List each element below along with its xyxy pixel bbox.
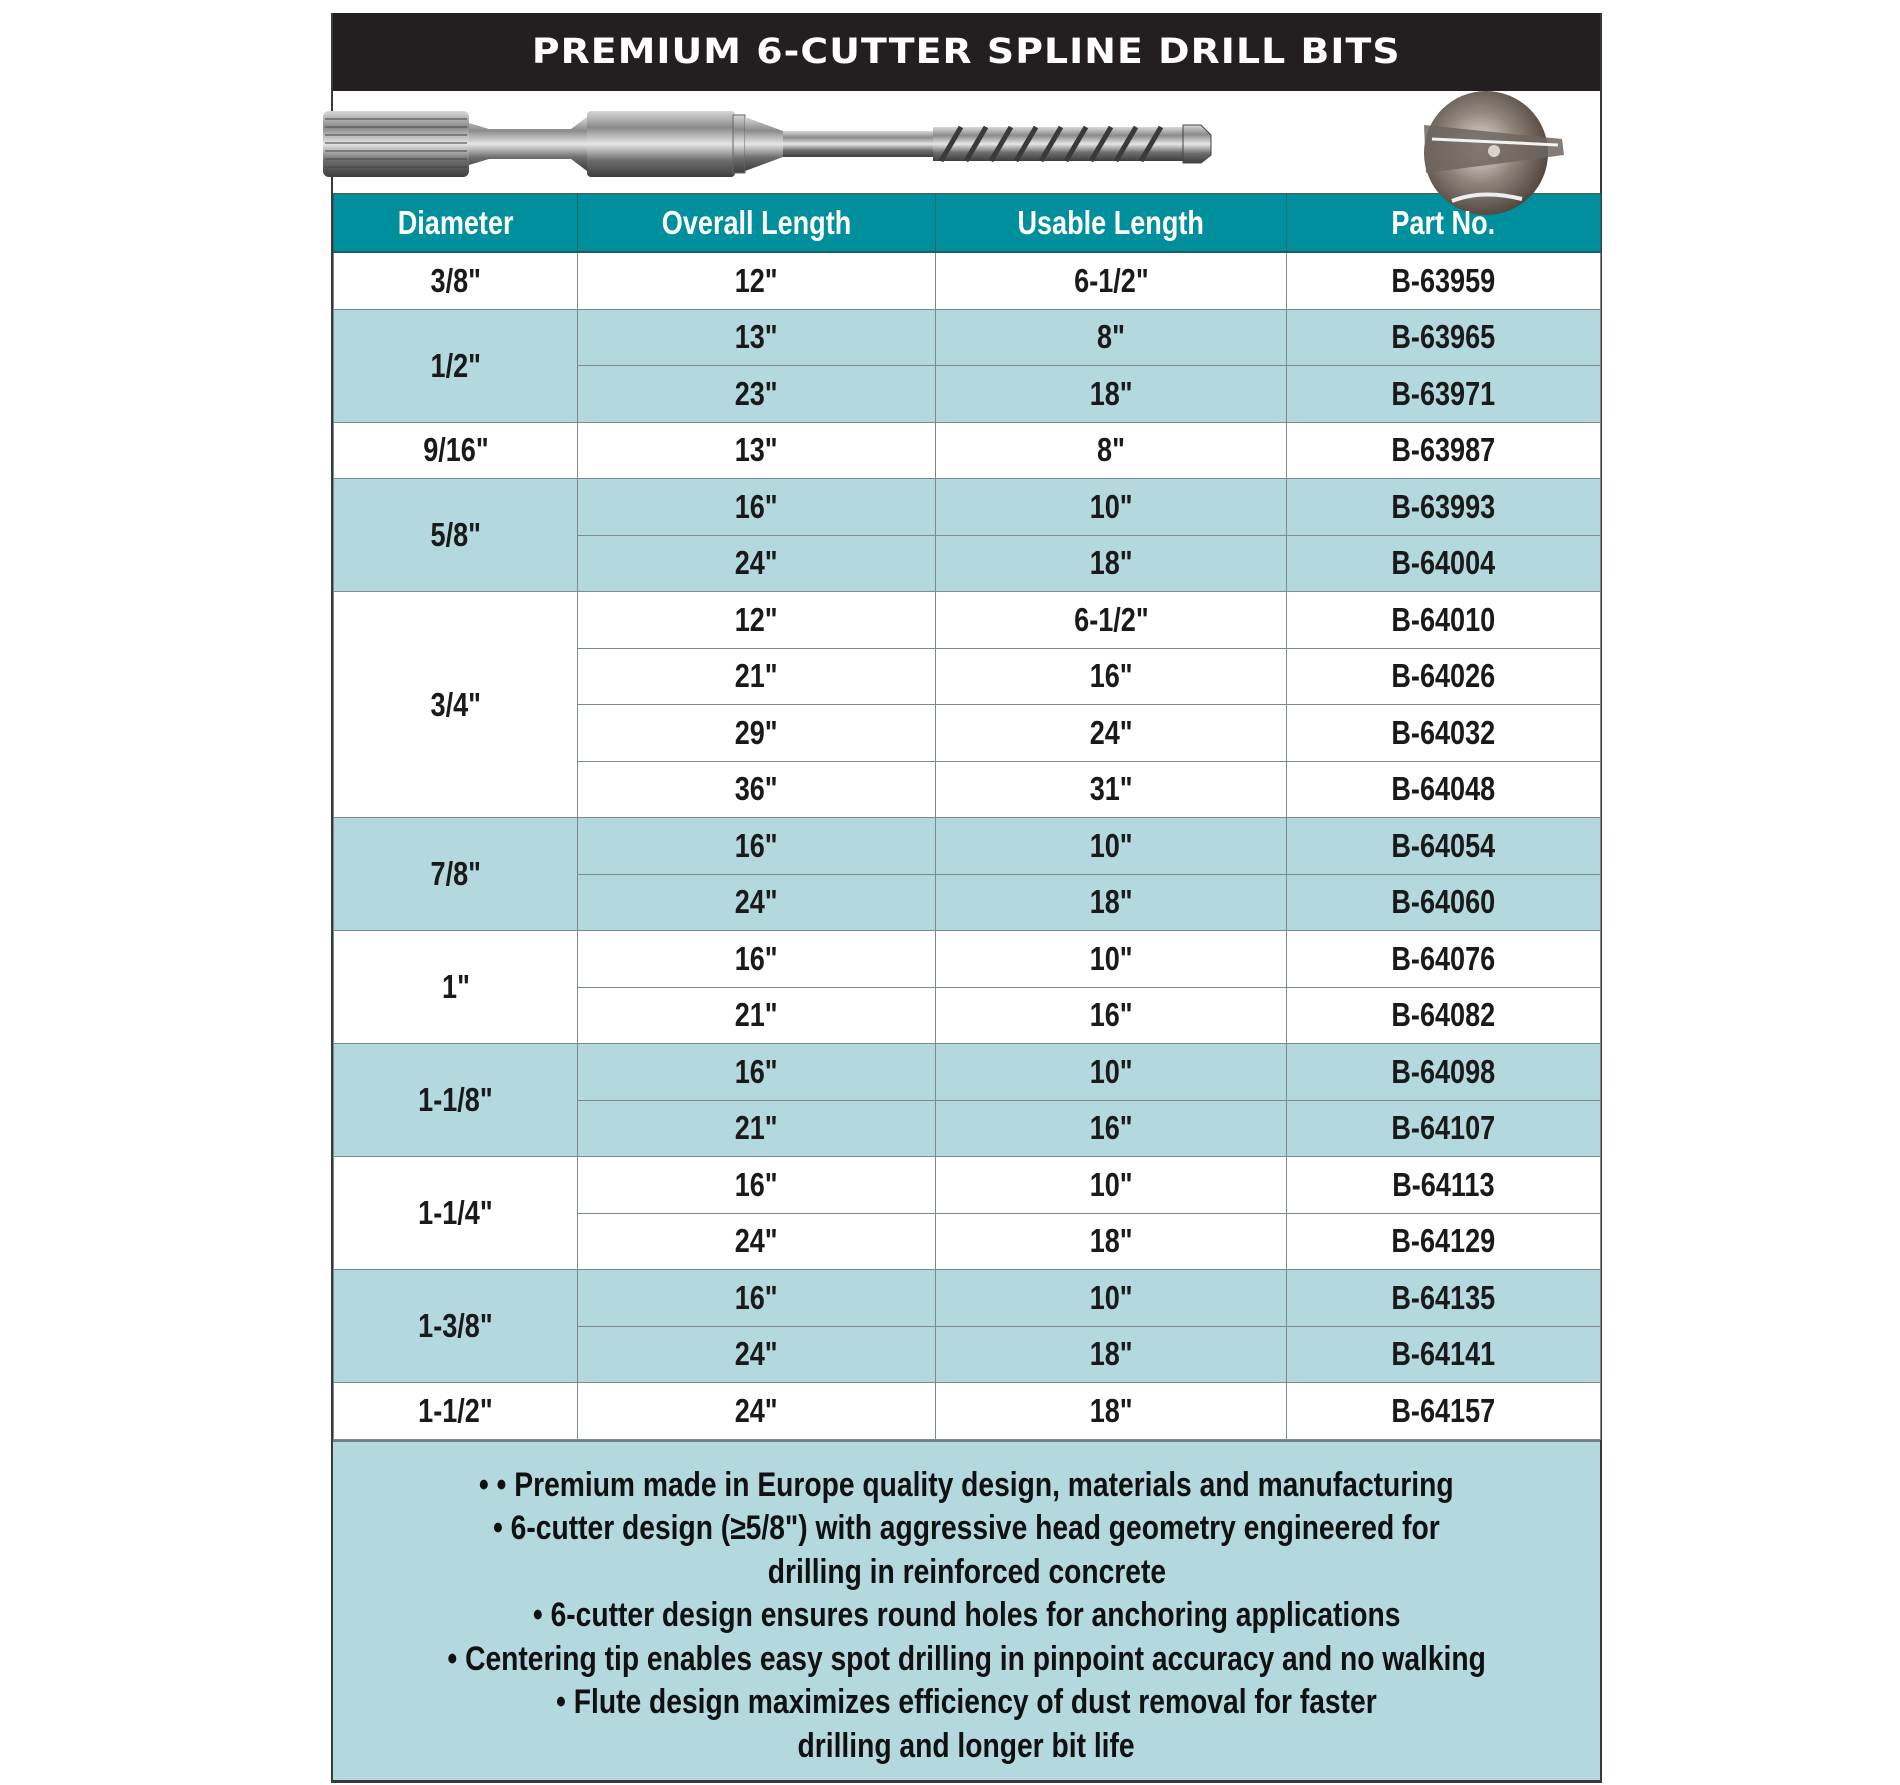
usable-length-cell: 16" — [936, 1100, 1287, 1157]
feature-line: drilling in reinforced concrete — [767, 1552, 1166, 1591]
column-header-overall-length: Overall Length — [578, 194, 936, 252]
diameter-cell: 1-1/8" — [334, 1044, 578, 1157]
table-body — [334, 252, 1601, 1439]
overall-length-cell: 16" — [578, 818, 936, 875]
part-number-cell: B-64129 — [1287, 1213, 1601, 1270]
part-number-cell: B-64082 — [1287, 987, 1601, 1044]
part-number-cell: B-63987 — [1287, 422, 1601, 479]
table-row — [334, 1270, 1601, 1327]
part-number-cell: B-64107 — [1287, 1100, 1601, 1157]
usable-length-cell: 10" — [936, 479, 1287, 536]
overall-length-cell: 12" — [578, 592, 936, 649]
part-number-cell: B-64026 — [1287, 648, 1601, 705]
part-number-cell: B-64141 — [1287, 1326, 1601, 1383]
overall-length-cell: 36" — [578, 761, 936, 818]
part-number-cell: B-64135 — [1287, 1270, 1601, 1327]
part-number-cell: B-64010 — [1287, 592, 1601, 649]
diameter-cell: 3/4" — [334, 592, 578, 818]
overall-length-cell: 24" — [578, 1326, 936, 1383]
usable-length-cell: 18" — [936, 874, 1287, 931]
usable-length-cell: 16" — [936, 987, 1287, 1044]
part-number-cell: B-64060 — [1287, 874, 1601, 931]
usable-length-cell: 18" — [936, 535, 1287, 592]
table-row — [334, 931, 1601, 988]
usable-length-cell: 16" — [936, 648, 1287, 705]
usable-length-cell: 31" — [936, 761, 1287, 818]
table-row — [334, 1383, 1601, 1440]
usable-length-cell: 10" — [936, 931, 1287, 988]
usable-length-cell: 18" — [936, 366, 1287, 423]
title-bar — [333, 13, 1600, 91]
overall-length-cell: 24" — [578, 874, 936, 931]
usable-length-cell: 18" — [936, 1213, 1287, 1270]
table-row — [334, 592, 1601, 649]
overall-length-cell: 21" — [578, 1100, 936, 1157]
feature-line: • 6-cutter design (≥5/8") with aggressive head geometry engineered for — [493, 1509, 1440, 1547]
table-row — [334, 1044, 1601, 1101]
usable-length-cell: 10" — [936, 1270, 1287, 1327]
diameter-cell: 9/16" — [334, 422, 578, 479]
part-number-cell: B-64054 — [1287, 818, 1601, 875]
overall-length-cell: 24" — [578, 1383, 936, 1440]
diameter-cell: 1" — [334, 931, 578, 1044]
overall-length-cell: 21" — [578, 648, 936, 705]
overall-length-cell: 16" — [578, 479, 936, 536]
part-number-cell: B-64098 — [1287, 1044, 1601, 1101]
usable-length-cell: 18" — [936, 1326, 1287, 1383]
overall-length-cell: 16" — [578, 1270, 936, 1327]
drill-tip-closeup-image — [1412, 89, 1572, 217]
part-number-cell: B-64113 — [1287, 1157, 1601, 1214]
column-header-part-no: Part No. — [1287, 194, 1601, 252]
usable-length-cell: 10" — [936, 1044, 1287, 1101]
table-row — [334, 422, 1601, 479]
overall-length-cell: 13" — [578, 309, 936, 366]
product-sheet — [331, 13, 1602, 1783]
part-number-cell: B-63971 — [1287, 366, 1601, 423]
part-number-cell: B-64048 — [1287, 761, 1601, 818]
overall-length-cell: 24" — [578, 1213, 936, 1270]
table-row — [334, 1157, 1601, 1214]
feature-line: • 6-cutter design ensures round holes for anchoring applications — [532, 1596, 1401, 1634]
overall-length-cell: 13" — [578, 422, 936, 479]
usable-length-cell: 8" — [936, 309, 1287, 366]
feature-line: drilling and longer bit life — [797, 1726, 1136, 1765]
part-number-cell: B-64157 — [1287, 1383, 1601, 1440]
page-title: PREMIUM 6-CUTTER SPLINE DRILL BITS — [532, 32, 1401, 72]
diameter-cell: 1/2" — [334, 309, 578, 422]
feature-line: • • Premium made in Europe quality design, materials and manufacturing — [479, 1465, 1454, 1504]
table-row — [334, 818, 1601, 875]
table-row — [334, 309, 1601, 366]
overall-length-cell: 16" — [578, 1157, 936, 1214]
usable-length-cell: 8" — [936, 422, 1287, 479]
diameter-cell: 1-3/8" — [334, 1270, 578, 1383]
usable-length-cell: 6-1/2" — [936, 252, 1287, 309]
overall-length-cell: 23" — [578, 366, 936, 423]
table-header-row — [334, 194, 1601, 252]
overall-length-cell: 29" — [578, 705, 936, 762]
diameter-cell: 1-1/2" — [334, 1383, 578, 1440]
usable-length-cell: 18" — [936, 1383, 1287, 1440]
product-image-strip — [333, 91, 1600, 194]
part-number-cell: B-63993 — [1287, 479, 1601, 536]
column-header-usable-length: Usable Length — [936, 194, 1287, 252]
diameter-cell: 3/8" — [334, 252, 578, 309]
overall-length-cell: 16" — [578, 1044, 936, 1101]
usable-length-cell: 10" — [936, 818, 1287, 875]
part-number-cell: B-64076 — [1287, 931, 1601, 988]
column-header-diameter: Diameter — [334, 194, 578, 252]
diameter-cell: 7/8" — [334, 818, 578, 931]
part-number-cell: B-64032 — [1287, 705, 1601, 762]
part-number-cell: B-64004 — [1287, 535, 1601, 592]
overall-length-cell: 16" — [578, 931, 936, 988]
overall-length-cell: 24" — [578, 535, 936, 592]
overall-length-cell: 21" — [578, 987, 936, 1044]
usable-length-cell: 10" — [936, 1157, 1287, 1214]
table-row — [334, 252, 1601, 309]
features-list — [333, 1440, 1600, 1780]
drill-bit-table — [333, 194, 1601, 1440]
overall-length-cell: 12" — [578, 252, 936, 309]
table-row — [334, 479, 1601, 536]
feature-line: • Centering tip enables easy spot drilling in pinpoint accuracy and no walking — [447, 1639, 1486, 1678]
part-number-cell: B-63959 — [1287, 252, 1601, 309]
diameter-cell: 5/8" — [334, 479, 578, 592]
usable-length-cell: 24" — [936, 705, 1287, 762]
drill-bit-image — [321, 91, 1401, 193]
usable-length-cell: 6-1/2" — [936, 592, 1287, 649]
part-number-cell: B-63965 — [1287, 309, 1601, 366]
feature-line: • Flute design maximizes efficiency of dust removal for faster — [556, 1683, 1377, 1721]
diameter-cell: 1-1/4" — [334, 1157, 578, 1270]
